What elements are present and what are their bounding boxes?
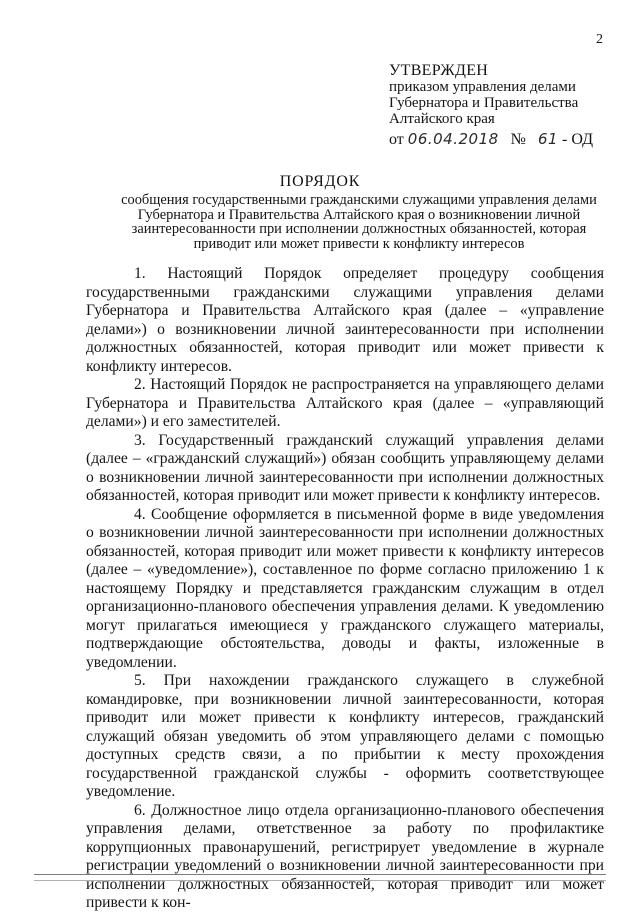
paragraph-3: 3. Государственный гражданский служащий управления делами (далее – «гражданский служащий») обязан сообщить управляющему делами о возникновении личной заинтересованности при исполнении должностных обязанностей, которая приводит или может привести к конфликту интересов. (86, 431, 604, 504)
approval-line-3: Алтайского края (389, 111, 495, 127)
document-subtitle: сообщения государственными гражданскими служащими управления делами Губернатора и Правительства Алтайского края о возникновении личной заинтересованности при исполнении должностных обязанностей, которая приводит или может привести к конфликту интересов (121, 192, 597, 252)
paragraph-4: 4. Сообщение оформляется в письменной форме в виде уведомления о возникновении личной заинтересованности при исполнении должностных обязанностей, которая приводит или может привести к конфликту интересов (далее – «уведомление»), составленное по форме согласно приложению 1 к настоящему Порядку и представляется гражданским служащим в отдел организационно-планового обеспечения управления делами. К уведомлению могут прилагаться имеющиеся у гражданского служащего материалы, подтверждающие обстоятельства, доводы и факты, изложенные в уведомлении. (86, 505, 604, 671)
paragraph-5: 5. При нахождении гражданского служащего в служебной командировке, при возникновении личной заинтересованности, которая приводит или может привести к конфликту интересов, гражданский служащий обязан уведомить об этом управляющего делами с помощью доступных средств связи, а по прибытии к месту прохождения государственной гражданской службы - оформить соответствующее уведомление. (86, 672, 604, 800)
approval-heading: УТВЕРЖДЕН (389, 62, 489, 79)
footer-rule (34, 874, 606, 875)
paragraph-6: 6. Должностное лицо отдела организационно-планового обеспечения управления делами, ответственное за работу по профилактике коррупционных правонарушений, регистрирует уведомление в журнале регистрации уведомлений о возникновении личной заинтересованности при исполнении должностных обязанностей, которая приводит или может привести к кон- (86, 801, 604, 911)
order-suffix: - ОД (562, 131, 594, 148)
order-reference (389, 130, 619, 149)
approval-line-1: приказом управления делами (389, 79, 576, 95)
paragraph-1: 1. Настоящий Порядок определяет процедуру сообщения государственными гражданскими служащими управления делами Губернатора и Правительства Алтайского края (далее – «управление делами») о возникновении личной заинтересованности при исполнении должностных обязанностей, которая приводит или может привести к конфликту интересов. (86, 265, 604, 375)
order-number: 61 (537, 130, 559, 148)
document-title: ПОРЯДОК (279, 173, 361, 190)
document-body (86, 265, 604, 913)
order-number-label: № (510, 131, 526, 148)
approval-block (389, 63, 619, 127)
order-date: 06.04.2018 (407, 130, 499, 148)
order-from-label: от (389, 131, 404, 148)
page-number: 2 (596, 32, 603, 47)
approval-line-2: Губернатора и Правительства (389, 95, 579, 111)
paragraph-2: 2. Настоящий Порядок не распространяется на управляющего делами Губернатора и Правительства Алтайского края (далее – «управляющий делами») и его заместителей. (86, 376, 604, 430)
footer-rule-secondary (34, 880, 606, 881)
